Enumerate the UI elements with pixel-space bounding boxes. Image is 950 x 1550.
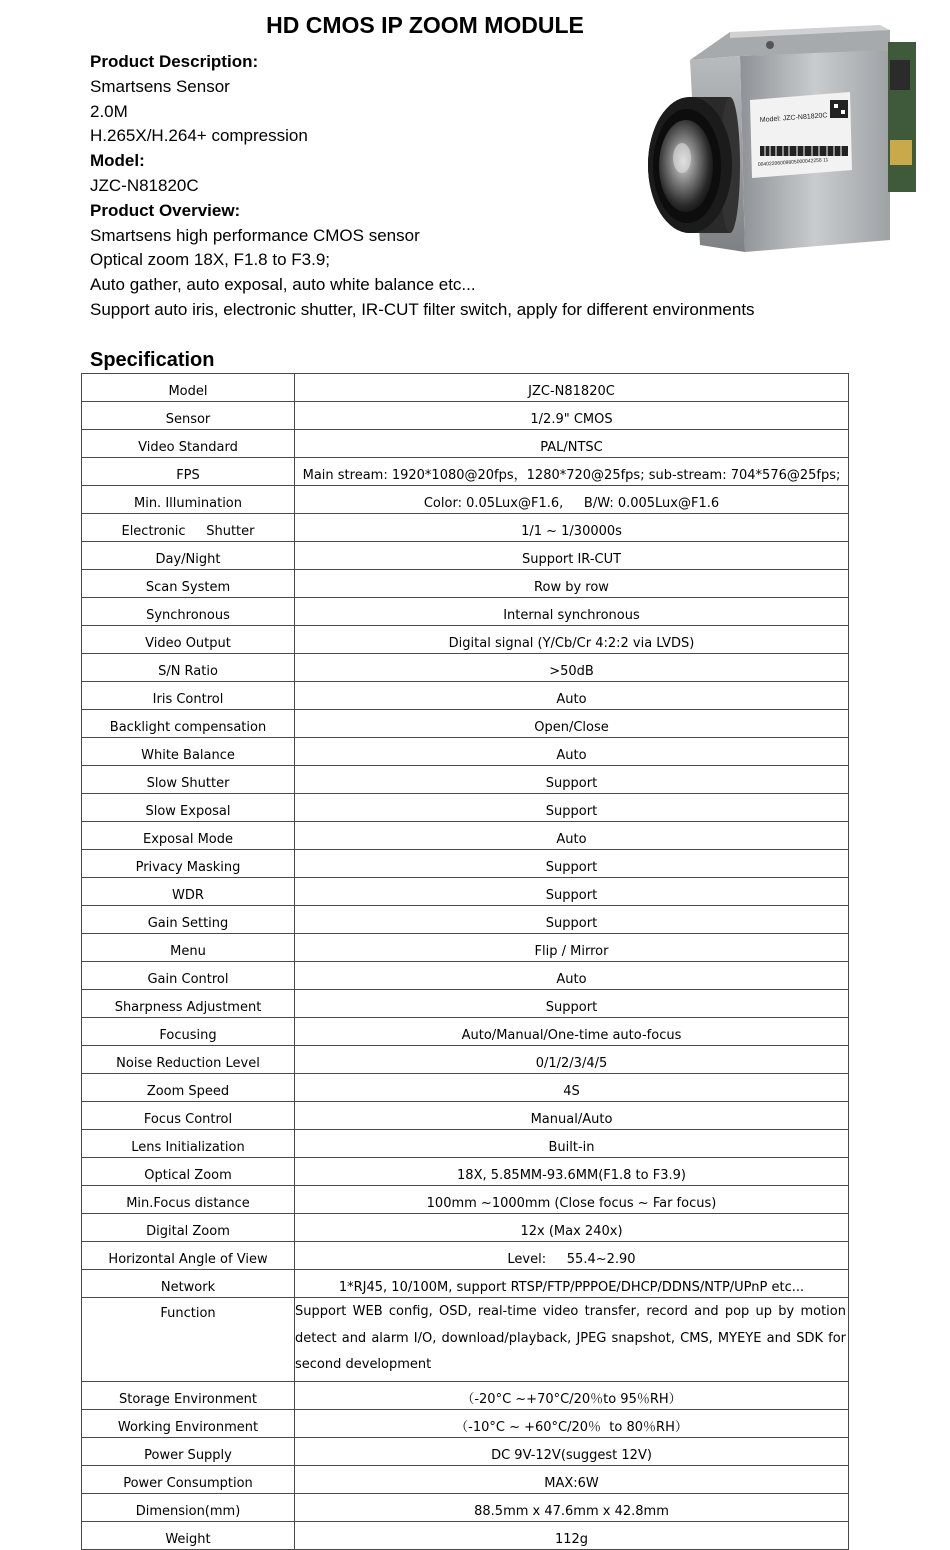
spec-label: Sensor <box>82 402 295 430</box>
spec-label: Working Environment <box>82 1409 295 1437</box>
spec-value: Auto/Manual/One-time auto-focus <box>295 1018 849 1046</box>
spec-value: Support <box>295 878 849 906</box>
spec-value: Internal synchronous <box>295 598 849 626</box>
spec-label: Zoom Speed <box>82 1074 295 1102</box>
spec-value: Level: 55.4~2.90 <box>295 1242 849 1270</box>
spec-label: Network <box>82 1270 295 1298</box>
table-row <box>82 766 849 794</box>
spec-value: 1/2.9" CMOS <box>295 402 849 430</box>
table-row <box>82 962 849 990</box>
table-row <box>82 906 849 934</box>
spec-value: Color: 0.05Lux@F1.6, B/W: 0.005Lux@F1.6 <box>295 486 849 514</box>
description-heading: Product Overview: <box>90 200 241 220</box>
spec-value: Flip / Mirror <box>295 934 849 962</box>
table-row <box>82 1158 849 1186</box>
spec-value: 1*RJ45, 10/100M, support RTSP/FTP/PPPOE/DHCP/DDNS/NTP/UPnP etc... <box>295 1270 849 1298</box>
table-row <box>82 682 849 710</box>
spec-label: Synchronous <box>82 598 295 626</box>
spec-value: Auto <box>295 822 849 850</box>
table-row <box>82 1074 849 1102</box>
spec-label: Min. Illumination <box>82 486 295 514</box>
spec-value: JZC-N81820C <box>295 374 849 402</box>
table-row <box>82 1381 849 1409</box>
table-row <box>82 1130 849 1158</box>
table-row <box>82 542 849 570</box>
table-row <box>82 934 849 962</box>
spec-label: Lens Initialization <box>82 1130 295 1158</box>
table-row <box>82 822 849 850</box>
spec-label: Function <box>82 1298 295 1382</box>
table-row <box>82 1018 849 1046</box>
page-title: HD CMOS IP ZOOM MODULE <box>266 12 584 38</box>
description-line: Optical zoom 18X, F1.8 to F3.9; <box>90 250 331 270</box>
spec-value: DC 9V-12V(suggest 12V) <box>295 1437 849 1465</box>
table-row <box>82 654 849 682</box>
spec-value: 18X, 5.85MM-93.6MM(F1.8 to F3.9) <box>295 1158 849 1186</box>
description-line: Support auto iris, electronic shutter, IR-CUT filter switch, apply for different environments <box>90 299 755 319</box>
spec-label: Sharpness Adjustment <box>82 990 295 1018</box>
table-row <box>82 1298 849 1382</box>
spec-value: Support <box>295 766 849 794</box>
spec-value: （-20°C ~+70°C/20％to 95％RH） <box>295 1381 849 1409</box>
spec-value: >50dB <box>295 654 849 682</box>
spec-label: Day/Night <box>82 542 295 570</box>
description-heading: Product Description: <box>90 52 259 71</box>
table-row <box>82 1270 849 1298</box>
description-line: H.265X/H.264+ compression <box>90 126 308 146</box>
table-row <box>82 1214 849 1242</box>
spec-label: Horizontal Angle of View <box>82 1242 295 1270</box>
spec-label: Focusing <box>82 1018 295 1046</box>
table-row <box>82 598 849 626</box>
spec-value: Auto <box>295 682 849 710</box>
table-row <box>82 878 849 906</box>
table-row <box>82 990 849 1018</box>
table-row <box>82 1046 849 1074</box>
spec-value: MAX:6W <box>295 1465 849 1493</box>
spec-label: Privacy Masking <box>82 850 295 878</box>
description-line: Smartsens Sensor <box>90 76 230 96</box>
spec-label: Focus Control <box>82 1102 295 1130</box>
spec-value: 4S <box>295 1074 849 1102</box>
table-row <box>82 850 849 878</box>
table-row <box>82 458 849 486</box>
spec-label: Power Consumption <box>82 1465 295 1493</box>
description-line: Smartsens high performance CMOS sensor <box>90 225 420 245</box>
table-row <box>82 1409 849 1437</box>
spec-label: Power Supply <box>82 1437 295 1465</box>
image-label-barcode: 00402206009805000042258 11 <box>757 157 829 168</box>
table-row <box>82 486 849 514</box>
description-line: JZC-N81820C <box>90 175 199 195</box>
table-row <box>82 374 849 402</box>
spec-label: Storage Environment <box>82 1381 295 1409</box>
description-line: 2.0M <box>90 101 128 121</box>
spec-label: Gain Control <box>82 962 295 990</box>
spec-value: Digital signal (Y/Cb/Cr 4:2:2 via LVDS) <box>295 626 849 654</box>
spec-value: Manual/Auto <box>295 1102 849 1130</box>
spec-label: Weight <box>82 1521 295 1549</box>
spec-value: Open/Close <box>295 710 849 738</box>
spec-value: Main stream: 1920*1080@20fps，1280*720@25fps; sub-stream: 704*576@25fps; <box>295 458 849 486</box>
spec-label: Gain Setting <box>82 906 295 934</box>
table-row <box>82 1437 849 1465</box>
spec-label: Min.Focus distance <box>82 1186 295 1214</box>
spec-label: Iris Control <box>82 682 295 710</box>
table-row <box>82 1465 849 1493</box>
spec-label: Video Standard <box>82 430 295 458</box>
table-row <box>82 626 849 654</box>
spec-label: WDR <box>82 878 295 906</box>
spec-value: 112g <box>295 1521 849 1549</box>
table-row <box>82 430 849 458</box>
table-row <box>82 1493 849 1521</box>
spec-label: Video Output <box>82 626 295 654</box>
spec-value: 0/1/2/3/4/5 <box>295 1046 849 1074</box>
spec-table <box>81 373 849 1550</box>
spec-value: Support IR-CUT <box>295 542 849 570</box>
spec-value: Built-in <box>295 1130 849 1158</box>
spec-value: （-10°C ~ +60°C/20％ to 80％RH） <box>295 1409 849 1437</box>
spec-label: Optical Zoom <box>82 1158 295 1186</box>
table-row <box>82 514 849 542</box>
spec-value: Support <box>295 794 849 822</box>
spec-label: Slow Shutter <box>82 766 295 794</box>
spec-label: Model <box>82 374 295 402</box>
spec-label: S/N Ratio <box>82 654 295 682</box>
table-row <box>82 1102 849 1130</box>
spec-value: 12x (Max 240x) <box>295 1214 849 1242</box>
table-row <box>82 1186 849 1214</box>
spec-label: Noise Reduction Level <box>82 1046 295 1074</box>
spec-label: Backlight compensation <box>82 710 295 738</box>
spec-value: Support <box>295 850 849 878</box>
table-row <box>82 738 849 766</box>
spec-label: Slow Exposal <box>82 794 295 822</box>
spec-label: Exposal Mode <box>82 822 295 850</box>
spec-label: Menu <box>82 934 295 962</box>
spec-label: Scan System <box>82 570 295 598</box>
spec-value: Support WEB config, OSD, real-time video transfer, record and pop up by motion detect and alarm I/O, download/playback, JPEG snapshot, CMS, MYEYE and SDK for second development <box>295 1298 849 1382</box>
spec-label: White Balance <box>82 738 295 766</box>
spec-value: PAL/NTSC <box>295 430 849 458</box>
spec-value: Support <box>295 990 849 1018</box>
spec-label: Dimension(mm) <box>82 1493 295 1521</box>
camera-module-image <box>590 20 935 270</box>
spec-label: Electronic Shutter <box>82 514 295 542</box>
description-line: Auto gather, auto exposal, auto white balance etc... <box>90 275 476 295</box>
spec-value: 88.5mm x 47.6mm x 42.8mm <box>295 1493 849 1521</box>
spec-heading: Specification <box>90 349 215 371</box>
spec-value: Support <box>295 906 849 934</box>
table-row <box>82 794 849 822</box>
image-label-model: Model: JZC-N81820C <box>759 112 828 124</box>
spec-value: Auto <box>295 962 849 990</box>
table-row <box>82 402 849 430</box>
spec-value: Auto <box>295 738 849 766</box>
table-row <box>82 570 849 598</box>
spec-label: Digital Zoom <box>82 1214 295 1242</box>
table-row <box>82 1242 849 1270</box>
spec-value: 1/1 ~ 1/30000s <box>295 514 849 542</box>
table-row <box>82 710 849 738</box>
spec-value: 100mm ~1000mm (Close focus ~ Far focus) <box>295 1186 849 1214</box>
description-heading: Model: <box>90 151 145 171</box>
spec-value: Row by row <box>295 570 849 598</box>
spec-label: FPS <box>82 458 295 486</box>
